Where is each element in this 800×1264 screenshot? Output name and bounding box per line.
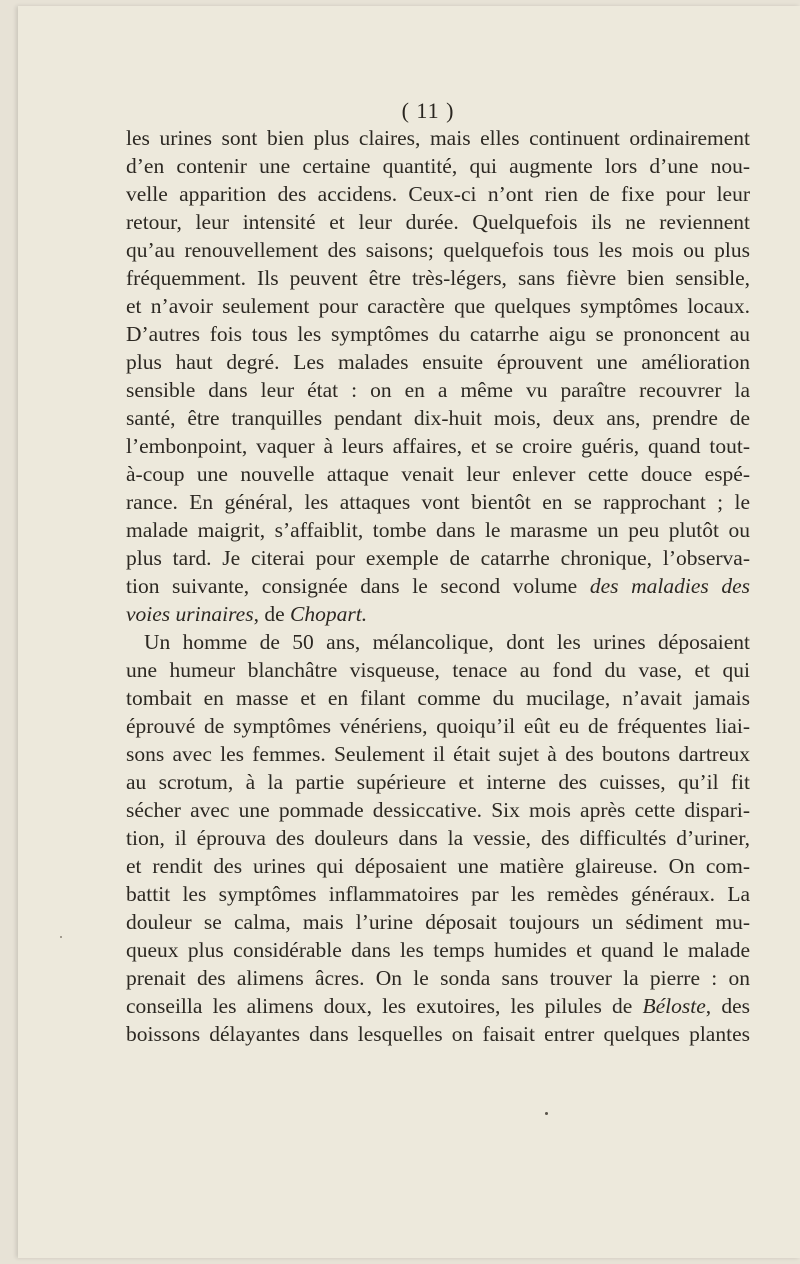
text-line: plus haut degré. Les malades ensuite éprouvent une amélioration bbox=[126, 350, 750, 374]
text-line: fréquemment. Ils peuvent être très-légers, sans fièvre bien sensible, bbox=[126, 266, 750, 290]
text-line: santé, être tranquilles pendant dix-huit mois, deux ans, prendre de bbox=[126, 406, 750, 430]
text-line: queux plus considérable dans les temps humides et quand le malade bbox=[126, 938, 750, 962]
text-line: prenait des alimens âcres. On le sonda sans trouver la pierre : on bbox=[126, 966, 750, 990]
author-name: Chopart. bbox=[290, 602, 368, 626]
text-line: et n’avoir seulement pour caractère que quelques symptômes locaux. bbox=[126, 294, 750, 318]
text-line: douleur se calma, mais l’urine déposait toujours un sédiment mu- bbox=[126, 910, 750, 934]
book-page bbox=[18, 6, 800, 1258]
text-line: D’autres fois tous les symptômes du catarrhe aigu se prononcent au bbox=[126, 322, 750, 346]
text-segment: , de bbox=[253, 602, 285, 626]
paper-speck bbox=[545, 1112, 548, 1115]
text-line: et rendit des urines qui déposaient une matière glaireuse. On com- bbox=[126, 854, 750, 878]
text-line: plus tard. Je citerai pour exemple de catarrhe chronique, l’observa- bbox=[126, 546, 750, 570]
text-line: tombait en masse et en filant comme du mucilage, n’avait jamais bbox=[126, 686, 750, 710]
italic-name: Béloste bbox=[642, 994, 706, 1018]
paper-speck bbox=[60, 936, 62, 938]
text-line: une humeur blanchâtre visqueuse, tenace au fond du vase, et qui bbox=[126, 658, 750, 682]
paragraph-start-line: Un homme de 50 ans, mélancolique, dont les urines déposaient bbox=[144, 630, 750, 654]
text-line: battit les symptômes inflammatoires par les remèdes généraux. La bbox=[126, 882, 750, 906]
text-line: velle apparition des accidens. Ceux-ci n’ont rien de fixe pour leur bbox=[126, 182, 750, 206]
page-number: ( 11 ) bbox=[401, 98, 455, 123]
text-line: tion, il éprouva des douleurs dans la vessie, des difficultés d’uriner, bbox=[126, 826, 750, 850]
text-line-mixed bbox=[126, 600, 750, 628]
text-line: sensible dans leur état : on en a même vu paraître recouvrer la bbox=[126, 378, 750, 402]
text-line: retour, leur intensité et leur durée. Quelquefois ils ne reviennent bbox=[126, 210, 750, 234]
text-line: l’embonpoint, vaquer à leurs affaires, et se croire guéris, quand tout- bbox=[126, 434, 750, 458]
text-line-mixed bbox=[126, 992, 750, 1020]
text-line: sons avec les femmes. Seulement il était sujet à des boutons dartreux bbox=[126, 742, 750, 766]
text-line: au scrotum, à la partie supérieure et interne des cuisses, qu’il fit bbox=[126, 770, 750, 794]
text-segment: conseilla les alimens doux, les exutoires, les pilules de bbox=[126, 994, 633, 1018]
text-segment: , des bbox=[705, 994, 750, 1018]
text-line-mixed bbox=[126, 572, 750, 600]
italic-title-part: voies urinaires bbox=[126, 602, 254, 626]
text-line: les urines sont bien plus claires, mais elles continuent ordinairement bbox=[126, 126, 750, 150]
body-text bbox=[126, 124, 750, 1048]
text-line: rance. En général, les attaques vont bientôt en se rapprochant ; le bbox=[126, 490, 750, 514]
italic-title-part: des maladies des bbox=[589, 574, 750, 598]
text-line: à-coup une nouvelle attaque venait leur enlever cette douce espé- bbox=[126, 462, 750, 486]
text-line: sécher avec une pommade dessiccative. Six mois après cette dispari- bbox=[126, 798, 750, 822]
text-line: boissons délayantes dans lesquelles on faisait entrer quelques plantes bbox=[126, 1022, 750, 1046]
text-line: malade maigrit, s’affaiblit, tombe dans le marasme un peu plutôt ou bbox=[126, 518, 750, 542]
text-line: d’en contenir une certaine quantité, qui augmente lors d’une nou- bbox=[126, 154, 750, 178]
text-line: qu’au renouvellement des saisons; quelquefois tous les mois ou plus bbox=[126, 238, 750, 262]
text-segment: tion suivante, consignée dans le second volume bbox=[126, 574, 578, 598]
text-line: éprouvé de symptômes vénériens, quoiqu’il eût eu de fréquentes liai- bbox=[126, 714, 750, 738]
